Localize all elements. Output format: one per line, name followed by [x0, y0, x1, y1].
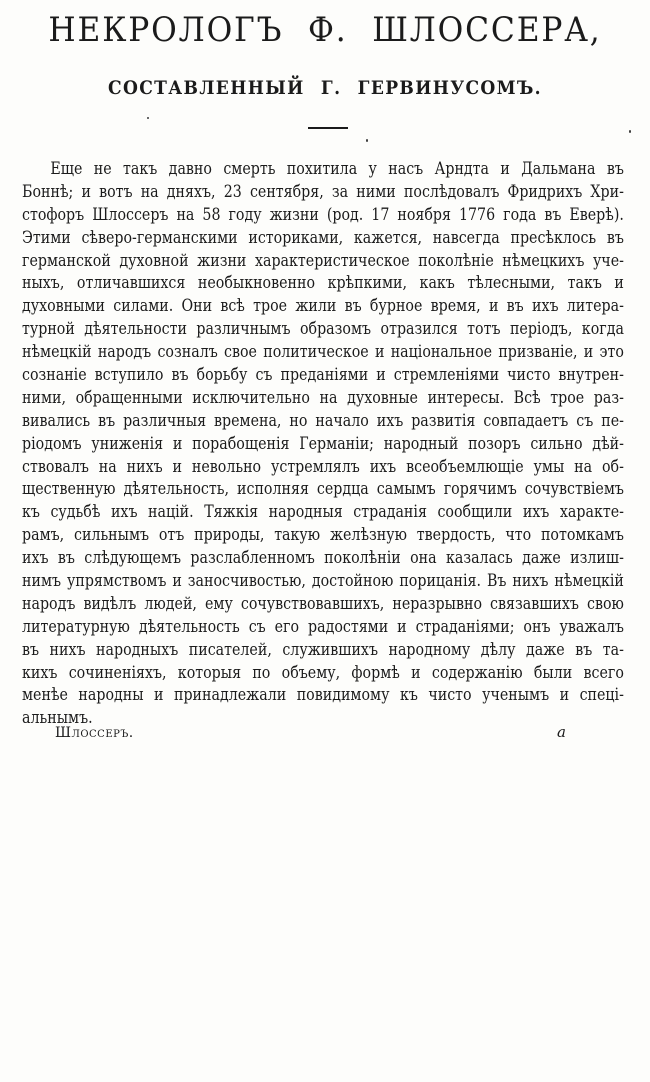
scan-speck: [366, 139, 368, 142]
body-line: ныхъ, отличавшихся необыкновенно крѣпкими, какъ тѣлесными, такъ и: [22, 273, 624, 294]
body-line: Боннѣ; и вотъ на дняхъ, 23 сентября, за ними послѣдовалъ Фридрихъ Хри-: [22, 181, 624, 202]
body-line: менѣе народны и принадлежали повидимому къ чисто ученымъ и спеці-: [22, 685, 624, 706]
body-line: ріодомъ униженія и порабощенія Германіи; народный позоръ сильно дѣй-: [22, 433, 624, 454]
body-line: ихъ въ слѣдующемъ разслабленномъ поколѣніи она казалась даже излиш-: [22, 548, 624, 569]
scan-speck: [629, 130, 631, 133]
body-line: Этими сѣверо-германскими историками, кажется, навсегда пресѣклось въ: [22, 227, 624, 248]
body-line: рамъ, сильнымъ отъ природы, такую желѣзную твердость, что потомкамъ: [22, 525, 624, 546]
section-divider-rule: [308, 127, 348, 129]
page-title: НЕКРОЛОГЪ Ф. ШЛОССЕРА,: [48, 10, 602, 50]
body-line: въ нихъ народныхъ писателей, служившихъ народному дѣлу даже въ та-: [22, 639, 624, 660]
body-line: стофоръ Шлоссеръ на 58 году жизни (род. 17 ноября 1776 года въ Еверѣ).: [22, 204, 624, 225]
body-line: щественную дѣятельность, исполняя сердца самымъ горячимъ сочувствіемъ: [22, 479, 624, 500]
body-line: кихъ сочиненіяхъ, которыя по объему, формѣ и содержанію были всего: [22, 662, 624, 683]
scan-speck: [147, 117, 149, 119]
body-line: турной дѣятельности различнымъ образомъ отразился тотъ періодъ, когда: [22, 319, 624, 340]
body-line: сознаніе вступило въ борьбу съ преданіями и стремленіями чисто внутрен-: [22, 365, 624, 386]
body-line: народъ видѣлъ людей, ему сочувствовавшихъ, неразрывно связавшихъ свою: [22, 593, 624, 614]
body-paragraph: [22, 158, 624, 730]
body-line: германской духовной жизни характеристическое поколѣніе нѣмецкихъ уче-: [22, 250, 624, 271]
body-line: къ судьбѣ ихъ націй. Тяжкія народныя страданія сообщили ихъ характе-: [22, 502, 624, 523]
body-line: ствовалъ на нихъ и невольно устремлялъ ихъ всеобъемлющіе умы на об-: [22, 456, 624, 477]
body-line: духовными силами. Они всѣ трое жили въ бурное время, и въ ихъ литера-: [22, 296, 624, 317]
page-footer: [22, 723, 624, 741]
footer-signature-mark: а: [557, 723, 566, 741]
body-line: вивались въ различныя времена, но начало ихъ развитія совпадаетъ съ пе-: [22, 410, 624, 431]
body-line: нѣмецкій народъ созналъ свое политическое и національное призваніе, и это: [22, 342, 624, 363]
body-line: литературную дѣятельность съ его радостями и страданіями; онъ уважалъ: [22, 616, 624, 637]
page-subtitle: СОСТАВЛЕННЫЙ Г. ГЕРВИНУСОМЪ.: [108, 77, 542, 99]
body-line: нимъ упрямствомъ и заносчивостью, достойною порицанія. Въ нихъ нѣмецкій: [22, 571, 624, 592]
body-line: Еще не такъ давно смерть похитила у насъ Арндта и Дальмана въ: [50, 159, 624, 179]
footer-catchword: Шлоссеръ.: [55, 725, 134, 741]
body-line: альнымъ.: [22, 708, 93, 729]
body-line: ними, обращенными исключительно на духовные интересы. Всѣ трое раз-: [22, 387, 624, 408]
